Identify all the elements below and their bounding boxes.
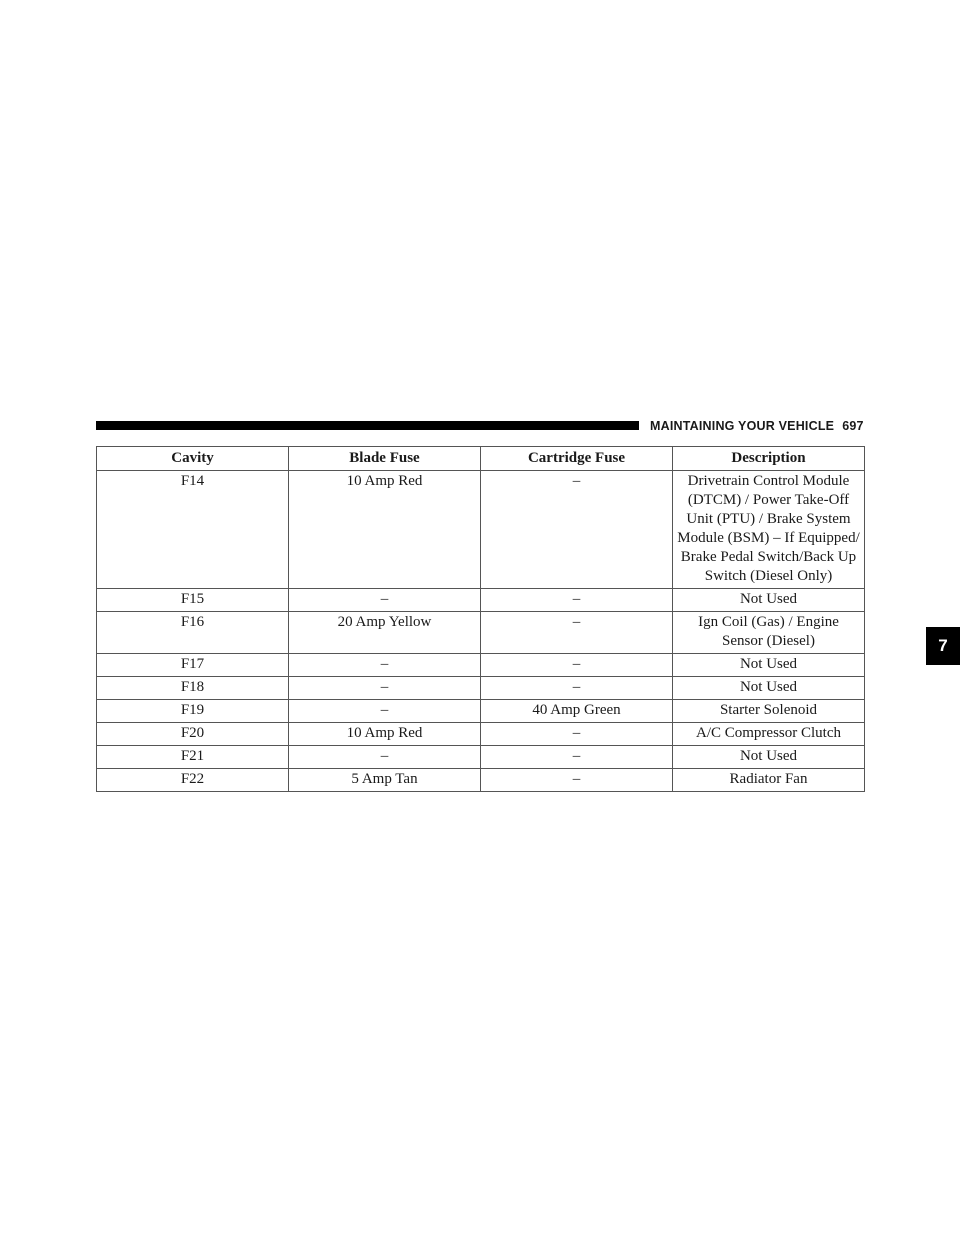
cell-cartridge-fuse: – xyxy=(481,471,673,589)
cell-cavity: F20 xyxy=(97,723,289,746)
cell-description: Ign Coil (Gas) / Engine Sensor (Diesel) xyxy=(673,612,865,654)
table-row xyxy=(97,471,865,589)
cell-description: Not Used xyxy=(673,746,865,769)
header-cavity: Cavity xyxy=(97,447,289,471)
cell-blade-fuse: – xyxy=(289,589,481,612)
fuse-table xyxy=(96,446,865,792)
header-rule xyxy=(96,421,639,430)
cell-cavity: F15 xyxy=(97,589,289,612)
cell-blade-fuse: – xyxy=(289,746,481,769)
table-row xyxy=(97,589,865,612)
cell-blade-fuse: – xyxy=(289,677,481,700)
table-row xyxy=(97,769,865,792)
cell-cartridge-fuse: – xyxy=(481,769,673,792)
header-blade-fuse: Blade Fuse xyxy=(289,447,481,471)
table-row xyxy=(97,677,865,700)
cell-cavity: F19 xyxy=(97,700,289,723)
cell-blade-fuse: 20 Amp Yellow xyxy=(289,612,481,654)
cell-blade-fuse: 10 Amp Red xyxy=(289,723,481,746)
cell-cavity: F22 xyxy=(97,769,289,792)
cell-cavity: F17 xyxy=(97,654,289,677)
cell-blade-fuse: 10 Amp Red xyxy=(289,471,481,589)
cell-blade-fuse: 5 Amp Tan xyxy=(289,769,481,792)
cell-description: A/C Compressor Clutch xyxy=(673,723,865,746)
cell-cartridge-fuse: – xyxy=(481,654,673,677)
table-row xyxy=(97,746,865,769)
cell-cartridge-fuse: – xyxy=(481,612,673,654)
cell-cavity: F16 xyxy=(97,612,289,654)
table-row xyxy=(97,700,865,723)
cell-description: Not Used xyxy=(673,677,865,700)
page-number: 697 xyxy=(842,419,864,433)
cell-cartridge-fuse: – xyxy=(481,723,673,746)
cell-cartridge-fuse: 40 Amp Green xyxy=(481,700,673,723)
chapter-tab: 7 xyxy=(926,627,960,665)
cell-blade-fuse: – xyxy=(289,700,481,723)
cell-cartridge-fuse: – xyxy=(481,677,673,700)
cell-description: Drivetrain Control Module (DTCM) / Power Take-Off Unit (PTU) / Brake System Module (BSM) – If Equipped/ Brake Pedal Switch/Back Up Switch (Diesel Only) xyxy=(673,471,865,589)
cell-cartridge-fuse: – xyxy=(481,746,673,769)
table-row xyxy=(97,723,865,746)
table-header-row xyxy=(97,447,865,471)
table-row xyxy=(97,654,865,677)
header-description: Description xyxy=(673,447,865,471)
header-cartridge-fuse: Cartridge Fuse xyxy=(481,447,673,471)
cell-description: Starter Solenoid xyxy=(673,700,865,723)
cell-cavity: F21 xyxy=(97,746,289,769)
table-row xyxy=(97,612,865,654)
cell-cavity: F18 xyxy=(97,677,289,700)
cell-description: Not Used xyxy=(673,654,865,677)
cell-blade-fuse: – xyxy=(289,654,481,677)
cell-cavity: F14 xyxy=(97,471,289,589)
cell-cartridge-fuse: – xyxy=(481,589,673,612)
section-title: MAINTAINING YOUR VEHICLE xyxy=(650,419,835,433)
running-header xyxy=(650,418,864,434)
cell-description: Not Used xyxy=(673,589,865,612)
cell-description: Radiator Fan xyxy=(673,769,865,792)
